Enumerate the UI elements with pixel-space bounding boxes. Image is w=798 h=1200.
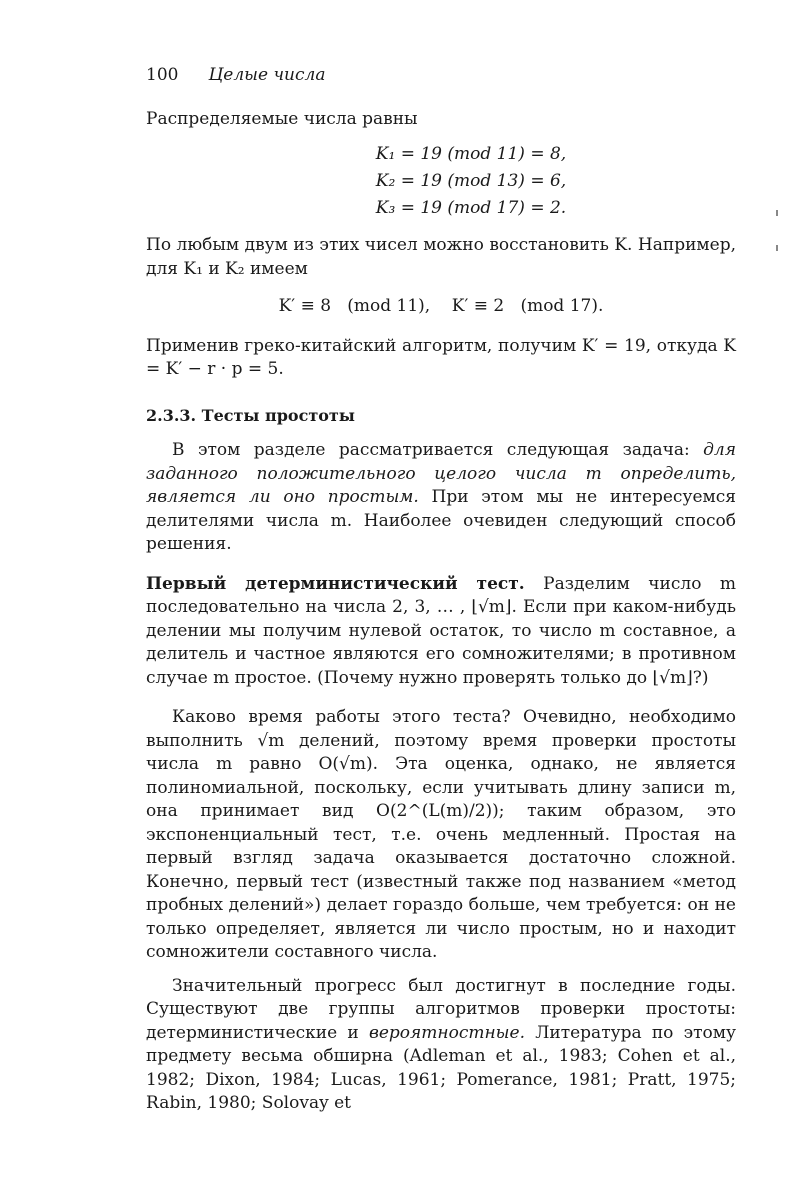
congruence-line: K′ ≡ 8 (mod 11), K′ ≡ 2 (mod 17).	[278, 296, 604, 316]
equation-block	[146, 141, 736, 222]
paragraph-first-test	[146, 573, 736, 691]
first-test-text: Разделим число m последовательно на числа 2, 3, … , ⌊√m⌋. Если при каком-нибудь делении мы получим нулевой остаток, то число m составное, а делитель и частное являются его сомножителями; в противном случае m простое. (Почему нужно проверять только до ⌊√m⌋?)	[146, 573, 736, 688]
progress-text-start: Значительный прогресс был достигнут в последние годы. Существуют две группы алгоритмов проверки простоты: детерминистические и	[146, 975, 736, 1043]
equation-k1: K₁ = 19 (mod 11) = 8,	[375, 144, 567, 164]
paragraph-problem	[146, 439, 736, 557]
equation-k3: K₃ = 19 (mod 17) = 2.	[375, 198, 567, 218]
progress-text-end: Литература по этому предмету весьма обширна (Adleman et al., 1983; Cohen et al., 1982; Dixon, 1984; Lucas, 1961; Pomerance, 1981; Pratt, 1975; Rabin, 1980; Solovay et	[146, 1022, 736, 1113]
margin-scan-mark	[776, 245, 778, 251]
book-page	[146, 64, 736, 1116]
problem-text-italic: для заданного положительного целого числа m определить, является ли оно простым.	[146, 440, 736, 507]
progress-text-italic: вероятностные.	[368, 1022, 525, 1043]
paragraph-restore: По любым двум из этих чисел можно восстановить K. Например, для K₁ и K₂ имеем	[146, 235, 736, 279]
paragraph-greek-chinese: Применив греко-китайский алгоритм, получим K′ = 19, откуда K = K′ − r · p = 5.	[146, 335, 736, 379]
equation-k2: K₂ = 19 (mod 13) = 6,	[375, 171, 567, 191]
running-title: Целые числа	[208, 65, 326, 85]
paragraph-runtime: Каково время работы этого теста? Очевидно, необходимо выполнить √m делений, поэтому время проверки простоты числа m равно O(√m). Эта оценка, однако, не является полиномиальной, поскольку, если учитывать длину записи m, она принимает вид O(2^(L(m)/2)); таким образом, это экспоненциальный тест, т.е. очень медленный. Простая на первый взгляд задача оказывается достаточно сложной. Конечно, первый тест (известный также под названием «метод пробных делений») делает гораздо больше, чем требуется: он не только определяет, является ли число простым, но и находит сомножители составного числа.	[146, 707, 736, 962]
paragraph-progress	[146, 975, 736, 1116]
page-number: 100	[146, 65, 179, 85]
running-header	[146, 64, 736, 88]
section-heading: 2.3.3. Тесты простоты	[146, 405, 355, 425]
intro-line: Распределяемые числа равны	[146, 108, 418, 129]
margin-scan-mark	[776, 210, 778, 216]
problem-text-end: При этом мы не интересуемся делителями числа m. Наиболее очевиден следующий способ решения.	[146, 487, 736, 554]
problem-text-start: В этом разделе рассматривается следующая задача:	[172, 440, 704, 460]
first-test-heading: Первый детерминистический тест.	[146, 573, 525, 594]
